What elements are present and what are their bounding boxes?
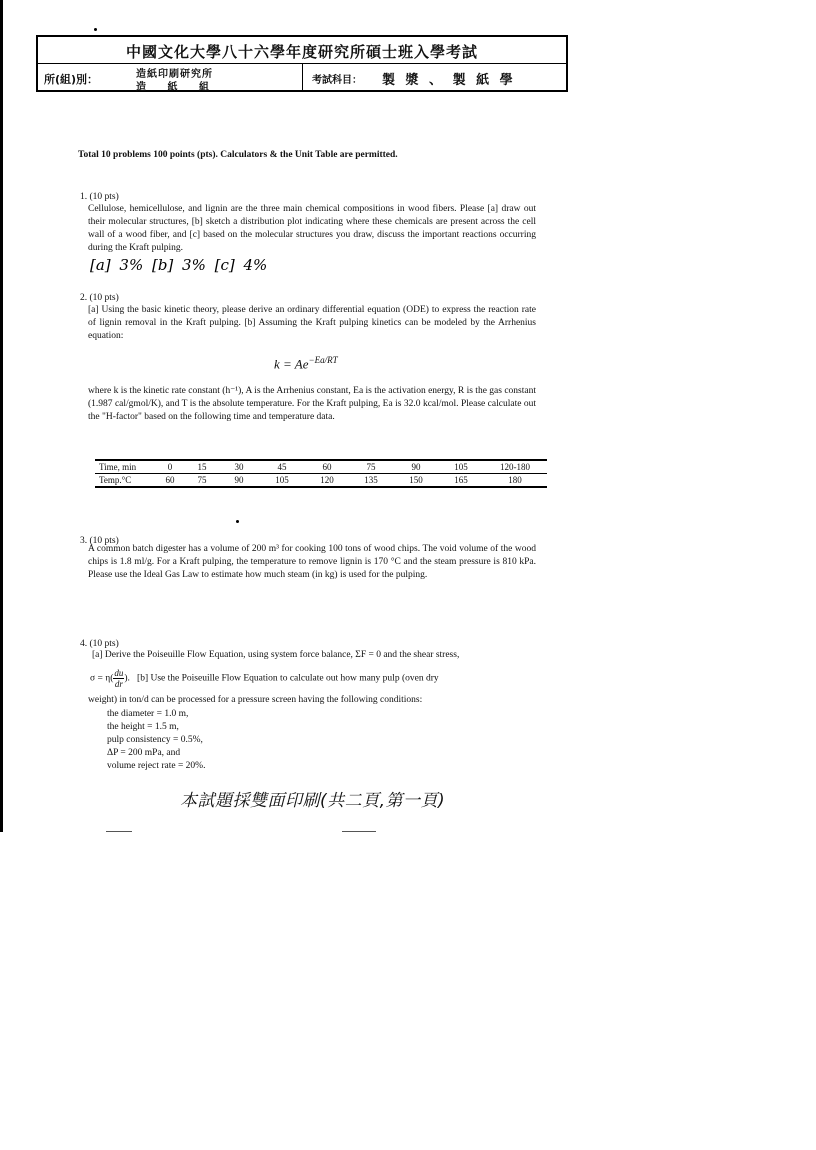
- q4-condition: the diameter = 1.0 m,: [107, 709, 189, 719]
- q1-title: 1. (10 pts): [80, 192, 119, 202]
- table-cell: 30: [219, 460, 259, 474]
- table-cell: 135: [349, 474, 393, 488]
- exam-header: [36, 35, 568, 92]
- temperature-header: Temp.°C: [95, 474, 155, 488]
- time-temperature-table: [95, 459, 547, 488]
- table-cell: 165: [439, 474, 483, 488]
- scan-mark: [342, 831, 376, 832]
- sigma-expression: σ = η(: [90, 673, 114, 684]
- table-cell: 75: [349, 460, 393, 474]
- q3-body: A common batch digester has a volume of 200 m³ for cooking 100 tons of wood chips. The void volume of the wood chips is 1.8 ml/g. For a Kraft pulping, the temperature to remove lignin is 170 °C and the steam pressure is 810 kPa. Please use the Ideal Gas Law to estimate how much steam (in kg) is used for the pulping.: [88, 544, 536, 580]
- subject-value: 製 漿 、 製 紙 學: [382, 73, 516, 88]
- arrhenius-equation: [274, 355, 338, 372]
- table-cell: 120-180: [483, 460, 547, 474]
- q4-condition: pulp consistency = 0.5%,: [107, 735, 203, 745]
- header-vertical-divider: [302, 63, 303, 92]
- table-cell: 105: [259, 474, 305, 488]
- q4-shear-stress-line: [90, 668, 439, 689]
- printing-note: 本試題採雙面印刷(共二頁,第一頁): [180, 791, 446, 811]
- q4-condition: ΔP = 200 mPa, and: [107, 748, 181, 758]
- table-row-temperature: [95, 474, 547, 488]
- table-cell: 60: [155, 474, 185, 488]
- q4-line2: [b] Use the Poiseuille Flow Equation to calculate out how many pulp (oven dry: [137, 673, 439, 684]
- table-cell: 90: [393, 460, 439, 474]
- q2-title: 2. (10 pts): [80, 293, 119, 303]
- table-row-time: [95, 460, 547, 474]
- table-cell: 15: [185, 460, 219, 474]
- q4-title: 4. (10 pts): [80, 639, 119, 649]
- table-cell: 90: [219, 474, 259, 488]
- q4-condition: the height = 1.5 m,: [107, 722, 179, 732]
- q2-body-continued: where k is the kinetic rate constant (h⁻¹), A is the Arrhenius constant, Ea is the activation energy, R is the gas constant (1.987 cal/gmol/K), and T is the absolute temperature. For the Kraft pulping, Ea is 32.0 kcal/mol. Please calculate out the "H-factor" based on the following time and temperature data.: [88, 386, 536, 422]
- table-cell: 150: [393, 474, 439, 488]
- q1-body: Cellulose, hemicellulose, and lignin are the three main chemical compositions in wood fibers. Please [a] draw out their molecular structures, [b] sketch a distribution plot indicating where these chemicals are present across the cell wall of a wood fiber, and [c] based on the molecular structures you draw, discuss the important reactions occurring during the Kraft pulping.: [88, 204, 536, 253]
- department-name-line1: 造紙印刷研究所: [136, 69, 213, 80]
- q1-handwritten-points: [a] 3% [b] 3% [c] 4%: [90, 256, 268, 274]
- q3-title: 3. (10 pts): [80, 536, 119, 546]
- du-dr-fraction: [113, 668, 124, 689]
- table-cell: 60: [305, 460, 349, 474]
- fraction-denominator: dr: [114, 679, 123, 689]
- q4-line3: weight) in ton/d can be processed for a pressure screen having the following conditions:: [88, 695, 423, 705]
- q2-body: [a] Using the basic kinetic theory, please derive an ordinary differential equation (ODE) to express the reaction rate of lignin removal in the Kraft pulping. [b] Assuming the Kraft pulping kinetics can be modeled by the Arrhenius equation:: [88, 305, 536, 341]
- scan-speck: [94, 28, 97, 31]
- table-cell: 45: [259, 460, 305, 474]
- subject-label: 考試科目：: [312, 75, 362, 86]
- table-cell: 105: [439, 460, 483, 474]
- exam-title: 中國文化大學八十六學年度研究所碩士班入學考試: [125, 43, 478, 61]
- q4-condition: volume reject rate = 20%.: [107, 761, 206, 771]
- exam-instructions: Total 10 problems 100 points (pts). Calculators & the Unit Table are permitted.: [78, 150, 398, 160]
- sigma-close: ).: [124, 673, 130, 684]
- scan-speck: [236, 520, 239, 523]
- table-cell: 180: [483, 474, 547, 488]
- department-label: 所(組)別：: [44, 73, 99, 86]
- time-header: Time, min: [95, 460, 155, 474]
- table-cell: 75: [185, 474, 219, 488]
- formula-exponent: −Ea/RT: [308, 355, 338, 365]
- scan-edge-bar: [0, 0, 3, 832]
- fraction-numerator: du: [114, 668, 124, 678]
- table-cell: 120: [305, 474, 349, 488]
- table-cell: 0: [155, 460, 185, 474]
- scan-mark: [106, 831, 132, 832]
- q4-line1: [a] Derive the Poiseuille Flow Equation, using system force balance, ΣF = 0 and the shear stress,: [92, 650, 460, 660]
- formula-base: k = Ae: [274, 356, 309, 372]
- department-name-line2: 造 紙 組: [136, 82, 209, 93]
